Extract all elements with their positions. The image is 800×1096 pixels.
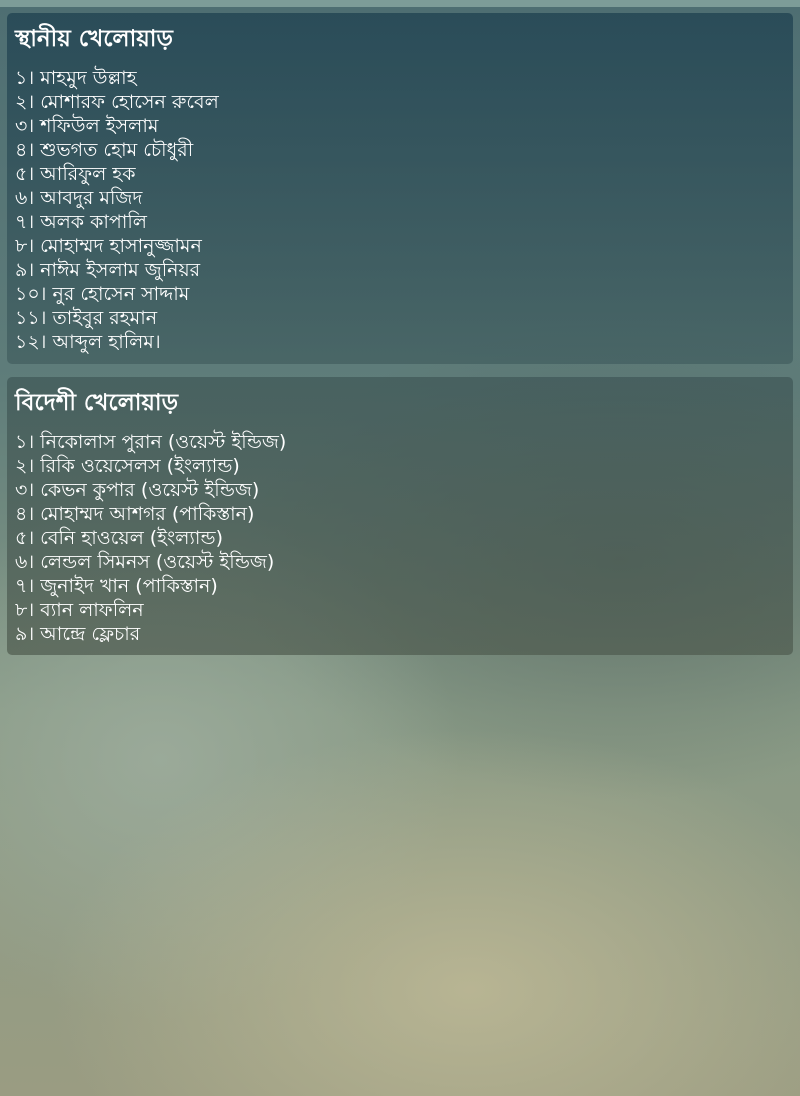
local-player-item: ৮। মোহাম্মদ হাসানুজ্জামন [15,235,202,257]
local-player-item: ৬। আবদুর মজিদ [15,187,143,209]
local-player-item: ৭। অলক কাপালি [15,211,147,233]
local-player-item: ৪। শুভগত হোম চৌধুরী [15,139,194,161]
local-player-item: ২। মোশারফ হোসেন রুবেল [15,91,219,113]
foreign-player-item: ৫। বেনি হাওয়েল (ইংল্যান্ড) [15,527,223,549]
local-players-title: স্থানীয় খেলোয়াড় [15,26,173,52]
foreign-player-item: ৩। কেভন কুপার (ওয়েস্ট ইন্ডিজ) [15,479,260,501]
foreign-players-title: বিদেশী খেলোয়াড় [15,390,179,416]
foreign-player-item: ৯। আন্দ্রে ফ্লেচার [15,623,141,645]
foreign-player-item: ১। নিকোলাস পুরান (ওয়েস্ট ইন্ডিজ) [15,431,287,453]
local-player-item: ৩। শফিউল ইসলাম [15,115,159,137]
local-player-item: ৫। আরিফুল হক [15,163,136,185]
local-players-list [15,66,785,354]
top-bar [0,0,800,7]
local-player-item: ১১। তাইবুর রহমান [15,307,158,329]
foreign-player-item: ৪। মোহাম্মদ আশগর (পাকিস্তান) [15,503,255,525]
foreign-players-card [7,377,793,655]
foreign-player-item: ২। রিকি ওয়েসেলস (ইংল্যান্ড) [15,455,240,477]
local-player-item: ৯। নাঈম ইসলাম জুনিয়র [15,259,201,281]
foreign-player-item: ৬। লেন্ডল সিমনস (ওয়েস্ট ইন্ডিজ) [15,551,275,573]
foreign-player-item: ৮। ব্যান লাফলিন [15,599,144,621]
local-player-item: ১০। নুর হোসেন সাদ্দাম [15,283,190,305]
foreign-player-item: ৭। জুনাইদ খান (পাকিস্তান) [15,575,218,597]
local-player-item: ১২। আব্দুল হালিম। [15,331,161,353]
foreign-players-list [15,430,785,646]
local-players-card [7,13,793,364]
local-player-item: ১। মাহমুদ উল্লাহ [15,67,137,89]
